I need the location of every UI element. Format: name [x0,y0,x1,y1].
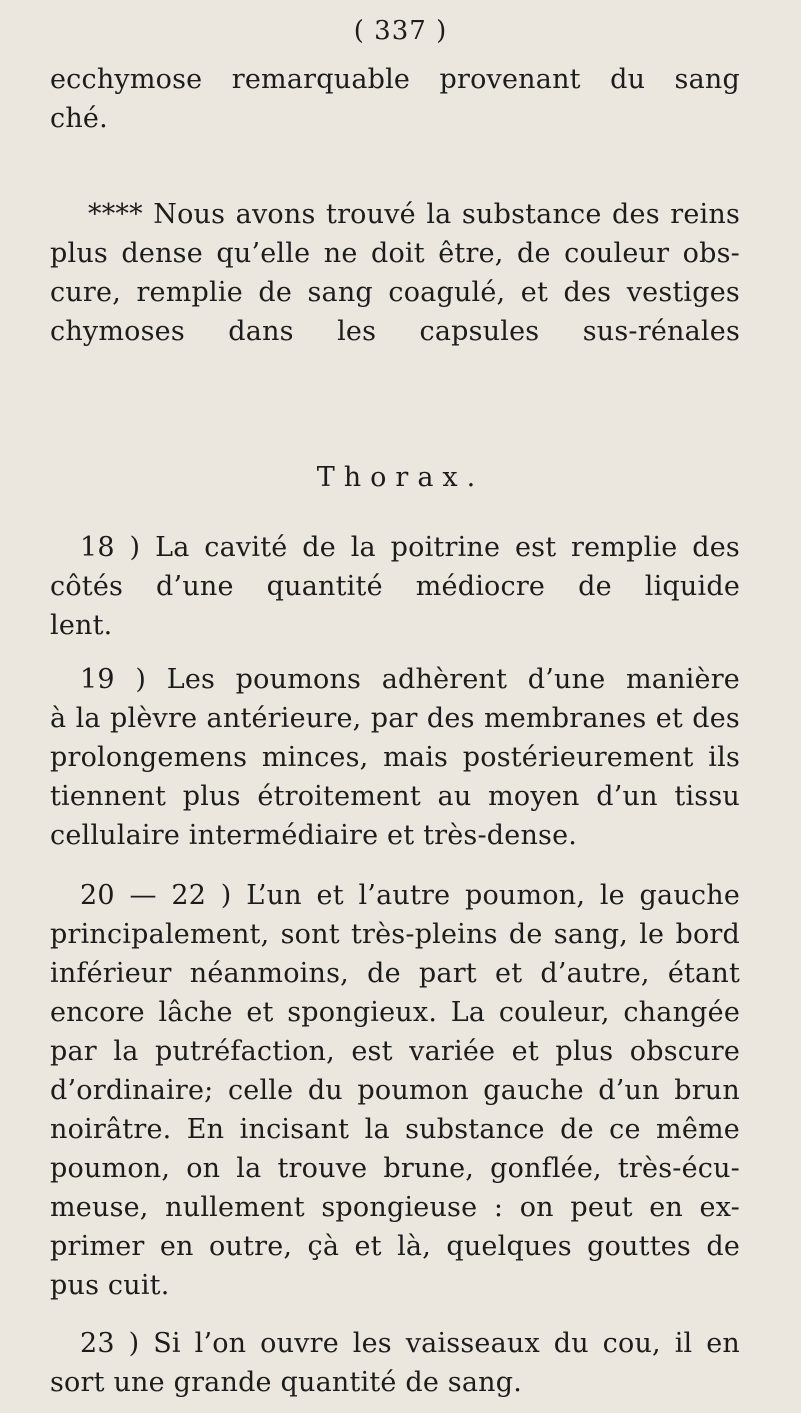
paragraph-20-22 [50,876,740,1305]
text-line: tiennent plus étroitement au moyen d’un tissu [50,781,740,812]
text-line: prolongemens minces, mais postérieurement ils [50,742,740,773]
text-line: sort une grande quantité de sang. [50,1367,523,1398]
text-line: plus dense qu’elle ne doit être, de couleur obs- [50,238,740,269]
text-line: inférieur néanmoins, de part et d’autre, étant [50,958,740,989]
text-line: 20 — 22 ) L’un et l’autre poumon, le gauche [80,880,740,911]
text-line: 23 ) Si l’on ouvre les vaisseaux du cou, il en [80,1328,740,1359]
page-number: ( 337 ) [353,16,448,46]
paragraph-continued [50,60,740,138]
text-line: chymoses dans les capsules sus-rénales [50,316,740,347]
text-line: pus cuit. [50,1270,170,1301]
paragraph-18 [50,528,740,645]
text-line: par la putréfaction, est variée et plus obscure [50,1036,740,1067]
text-line: **** Nous avons trouvé la substance des reins [88,199,740,230]
text-line: cellulaire intermédiaire et très-dense. [50,820,578,851]
text-line: lent. [50,610,113,641]
text-line: 19 ) Les poumons adhèrent d’une manière [80,664,740,695]
text-line: d’ordinaire; celle du poumon gauche d’un brun [50,1075,740,1106]
section-heading: Thorax. [316,462,485,493]
paragraph-19 [50,660,740,855]
text-line: côtés d’une quantité médiocre de liquide [50,571,740,602]
paragraph-23 [50,1324,740,1402]
paragraph-note [50,195,740,351]
text-line: cure, remplie de sang coagulé, et des vestiges [50,277,740,308]
text-line: ché. [50,103,108,134]
text-line: 18 ) La cavité de la poitrine est remplie des [80,532,740,563]
text-line: principalement, sont très-pleins de sang, le bord [50,919,740,950]
text-line: ecchymose remarquable provenant du sang [50,64,740,95]
text-line: meuse, nullement spongieuse : on peut en ex- [50,1192,740,1223]
text-line: poumon, on la trouve brune, gonflée, très-écu- [50,1153,740,1184]
text-line: noirâtre. En incisant la substance de ce même [50,1114,740,1145]
text-line: à la plèvre antérieure, par des membranes et des [50,703,740,734]
text-line: encore lâche et spongieux. La couleur, changée [50,997,740,1028]
text-line: primer en outre, çà et là, quelques gouttes de [50,1231,740,1262]
